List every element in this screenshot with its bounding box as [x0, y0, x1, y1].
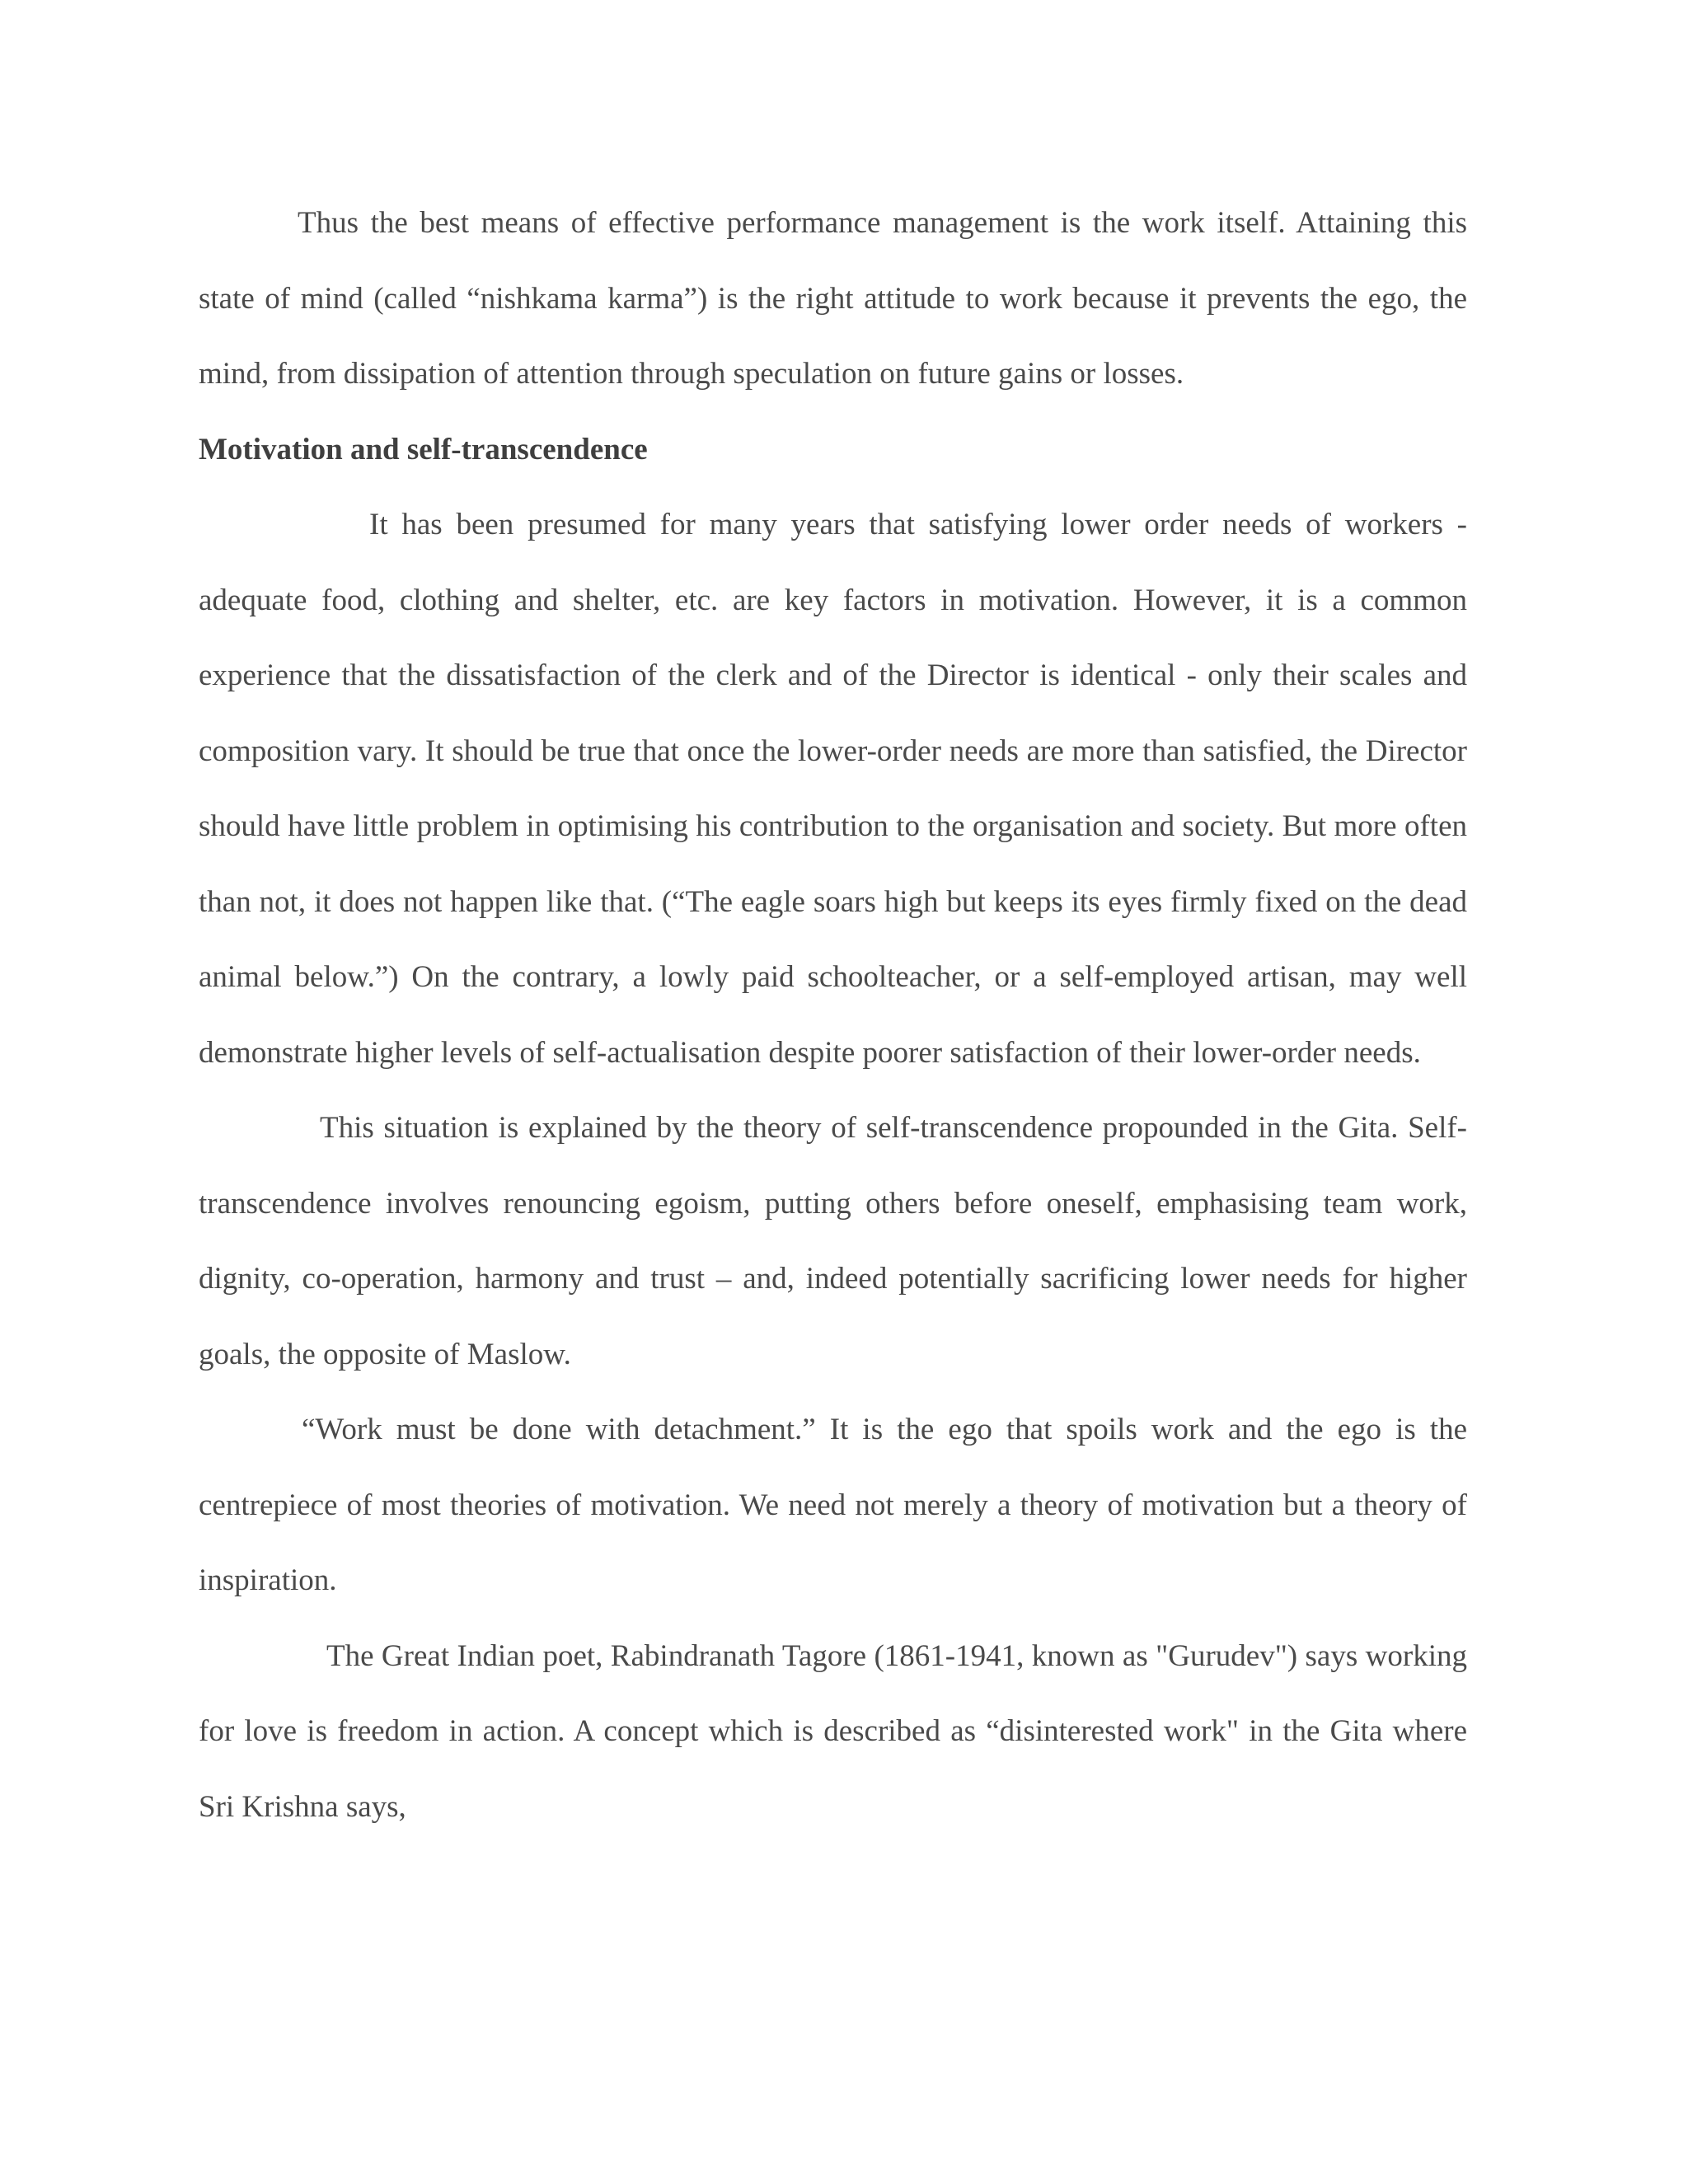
paragraph-lower-order-needs: It has been presumed for many years that satisfying lower order needs of workers - adequate food, clothing and shelter, etc. are key factors in motivation. However, it is a common experience that the dissatisfaction of the clerk and of the Director is identical - only their scales and composition vary. It should be true that once the lower-order needs are more than satisfied, the Director should have little problem in optimising his contribution to the organisation and society. But more often than not, it does not happen like that. (“The eagle soars high but keeps its eyes firmly fixed on the dead animal below.”) On the contrary, a lowly paid schoolteacher, or a self-employed artisan, may well demonstrate higher levels of self-actualisation despite poorer satisfaction of their lower-order needs. — [199, 508, 1467, 1070]
paragraph-detachment: “Work must be done with detachment.” It is the ego that spoils work and the ego is the centrepiece of most theories of motivation. We need not merely a theory of motivation but a theory of inspiration. — [199, 1413, 1467, 1597]
section-heading: Motivation and self-transcendence — [199, 432, 648, 466]
paragraph-tagore: The Great Indian poet, Rabindranath Tagore (1861-1941, known as "Gurudev") says working for love is freedom in action. A concept which is described as “disinterested work" in the Gita where Sri Krishna says, — [199, 1638, 1467, 1824]
paragraph-self-transcendence: This situation is explained by the theory of self-transcendence propounded in the Gita. Self-transcendence involves renouncing egoism, putting others before oneself, emphasising team work, dignity, co-operation, harmony and trust – and, indeed potentially sacrificing lower needs for higher goals, the opposite of Maslow. — [199, 1111, 1467, 1371]
paragraph-performance-management: Thus the best means of effective performance management is the work itself. Attaining this state of mind (called “nishkama karma”) is the right attitude to work because it prevents the ego, the mind, from dissipation of attention through speculation on future gains or losses. — [199, 206, 1467, 391]
document-page — [199, 185, 1467, 1844]
